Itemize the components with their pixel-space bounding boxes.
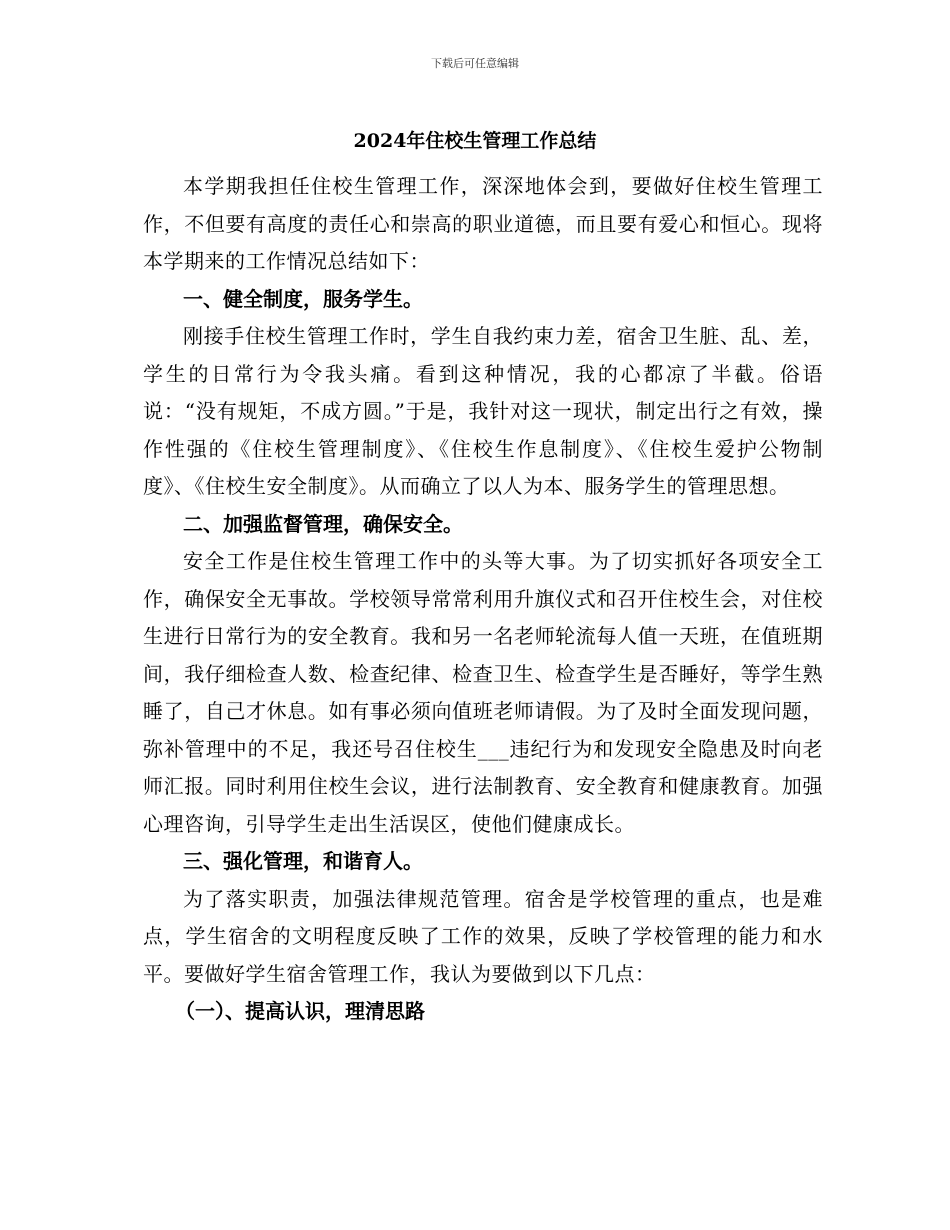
section-2-heading: 二、加强监督管理，确保安全。 [183, 511, 463, 536]
header-note: 下载后可任意编辑 [431, 57, 519, 70]
section-2-paragraph: 安全工作是住校生管理工作中的头等大事。为了切实抓好各项安全工作，确保安全无事故。学校领导常常利用升旗仪式和召开住校生会，对住校生进行日常行为的安全教育。我和另一名老师轮流每人值一天班，在值班期间，我仔细检查人数、检查纪律、检查卫生、检查学生是否睡好，等学生熟睡了，自己才休息。如有事必须向值班老师请假。为了及时全面发现问题，弥补管理中的不足，我还号召住校生___违纪行为和发现安全隐患及时向老师汇报。同时利用住校生会议，进行法制教育、安全教育和健康教育。加强心理咨询，引导学生走出生活误区，使他们健康成长。 [143, 549, 823, 836]
section-1-paragraph: 刚接手住校生管理工作时，学生自我约束力差，宿舍卫生脏、乱、差，学生的日常行为令我头痛。看到这种情况，我的心都凉了半截。俗语说：“没有规矩，不成方圆。”于是，我针对这一现状，制定出行之有效，操作性强的《住校生管理制度》、《住校生作息制度》、《住校生爱护公物制度》、《住校生安全制度》。从而确立了以人为本、服务学生的管理思想。 [143, 324, 823, 498]
section-3-paragraph: 为了落实职责，加强法律规范管理。宿舍是学校管理的重点，也是难点，学生宿舍的文明程度反映了工作的效果，反映了学校管理的能力和水平。要做好学生宿舍管理工作，我认为要做到以下几点： [143, 886, 823, 986]
section-1-heading: 一、健全制度，服务学生。 [183, 286, 423, 311]
section-3-subheading-1: （一）、提高认识，理清思路 [175, 999, 425, 1023]
document-title: 2024年住校生管理工作总结 [353, 130, 597, 152]
section-3-heading: 三、强化管理，和谐育人。 [183, 849, 423, 873]
intro-paragraph: 本学期我担任住校生管理工作，深深地体会到，要做好住校生管理工作，不但要有高度的责任心和崇高的职业道德，而且要有爱心和恒心。现将本学期来的工作情况总结如下： [143, 174, 823, 273]
document-body [143, 168, 823, 1031]
